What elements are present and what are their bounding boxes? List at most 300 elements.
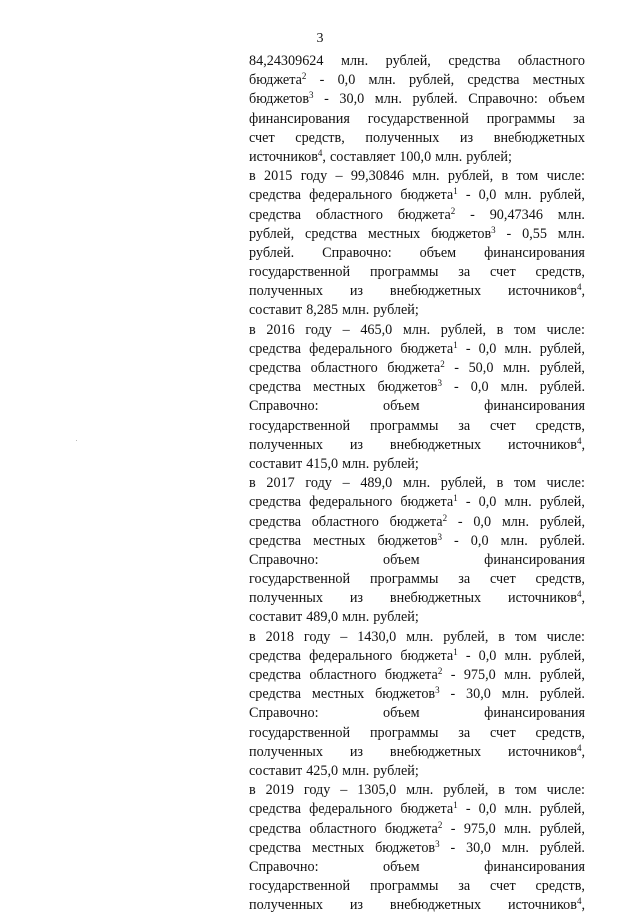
word: программы [486, 110, 556, 127]
word: - [506, 225, 512, 242]
word: бюджета$^1$ [400, 800, 458, 818]
word: составит [249, 762, 303, 779]
word: финансирования [484, 551, 585, 568]
word: – [342, 321, 350, 338]
word: млн. [504, 647, 532, 664]
word: млн. [368, 72, 396, 89]
word: рублей; [373, 302, 419, 319]
word: - [465, 187, 471, 204]
word: том [514, 782, 537, 799]
word: федерального [309, 494, 393, 511]
word: млн. [342, 609, 370, 626]
word: млн. [501, 839, 529, 856]
word: областного [309, 667, 377, 683]
word: средства [249, 379, 302, 396]
word: финансирования [484, 244, 585, 261]
word: средства [249, 647, 302, 664]
word: программы [369, 264, 439, 281]
footnote-mark: 2 [437, 819, 443, 830]
text-line [249, 206, 585, 225]
text-line [249, 129, 585, 148]
text-line [249, 167, 585, 186]
word: средства [249, 513, 302, 530]
word: млн. [504, 820, 532, 837]
footnote-mark: 4 [576, 742, 582, 753]
word: рублей, [539, 513, 585, 530]
word: том [514, 321, 536, 338]
footnote-mark: 2 [440, 359, 445, 369]
word: рублей; [373, 609, 419, 626]
word: бюджета$^1$ [400, 493, 458, 511]
footnote-mark: 3 [435, 838, 440, 849]
footnote-mark: 3 [491, 224, 496, 235]
footnote-mark: 3 [437, 378, 442, 389]
word: внебюджетных [389, 590, 482, 607]
word: средства [249, 801, 302, 818]
footnote-mark: 2 [450, 205, 456, 216]
text-line [249, 110, 585, 129]
text-line [249, 301, 585, 320]
word: счет [490, 571, 516, 588]
footnote-mark: 2 [301, 71, 307, 82]
word: 30,0 [466, 839, 491, 856]
word: местных [313, 532, 366, 549]
word: бюджетов$^3$ [377, 378, 442, 396]
word: млн. [502, 360, 531, 376]
word: 8,285 [306, 302, 339, 319]
word: рублей, [539, 667, 585, 683]
word: году [305, 321, 332, 338]
word: рублей. [539, 686, 585, 703]
word: полученных [249, 283, 323, 300]
word: составит [249, 455, 303, 472]
text-line [249, 608, 585, 627]
text-line [249, 282, 585, 301]
word: Справочно: [322, 244, 392, 261]
word: году [303, 628, 331, 645]
footnote-mark: 4 [576, 435, 582, 446]
text-line [249, 628, 585, 647]
word: полученных [249, 897, 323, 914]
word: за [458, 264, 471, 281]
word: бюджета$^1$ [400, 186, 458, 204]
word: рублей. [539, 532, 585, 549]
word: млн. [406, 782, 434, 799]
word: млн. [412, 168, 440, 185]
word: средства [249, 839, 302, 856]
word: 1430,0 [357, 628, 397, 645]
word: средства [249, 494, 302, 511]
text-line [249, 397, 585, 416]
text-line [249, 724, 585, 743]
word: государственной [249, 417, 351, 434]
word: млн. [340, 53, 369, 69]
word: году [305, 475, 332, 492]
word: источников$^4$, [508, 589, 585, 607]
word: рублей; [373, 762, 419, 779]
word: 0,55 [522, 225, 547, 242]
word: федерального [309, 187, 393, 204]
word: за [458, 571, 471, 588]
word: составляет [329, 148, 396, 165]
text-line [249, 493, 585, 512]
word: средства [467, 72, 520, 89]
word: млн. [402, 321, 431, 338]
word: средства [249, 532, 302, 549]
word: местных [313, 379, 366, 396]
word: 0,0 [470, 532, 489, 549]
word: местных [311, 839, 365, 856]
word: 425,0 [306, 762, 339, 779]
word: - [465, 647, 471, 664]
text-line [249, 647, 585, 666]
word: средств, [295, 129, 345, 146]
word: 975,0 [463, 820, 496, 837]
footnote-mark: 1 [453, 186, 458, 197]
word: источников$^4$, [508, 282, 585, 300]
word: числе: [546, 628, 585, 645]
word: 2018 [265, 628, 294, 645]
footnote-mark: 2 [437, 666, 443, 676]
word: рублей, [443, 782, 489, 799]
word: рублей, [408, 72, 455, 89]
text-line [249, 263, 585, 282]
word: внебюджетных [389, 436, 482, 453]
word: составит [249, 609, 303, 626]
word: млн. [504, 340, 532, 357]
word: бюджета$^2$ [249, 71, 307, 89]
word: в [249, 628, 256, 645]
word: рублей. [539, 839, 585, 856]
word: – [342, 475, 350, 492]
text-line [249, 820, 585, 839]
word: местных [367, 225, 421, 242]
word: 0,0 [478, 340, 497, 357]
word: местных [311, 686, 365, 703]
word: - [450, 839, 456, 856]
word: составит [249, 302, 303, 319]
word: государственной [367, 110, 469, 127]
word: рублей, [249, 225, 295, 242]
word: - [457, 513, 463, 530]
word: - [465, 494, 471, 511]
word: счет [490, 878, 516, 895]
word: средства [249, 340, 302, 357]
word: счет [490, 724, 516, 741]
word: - [470, 206, 475, 223]
text-line [249, 186, 585, 205]
word: счет [249, 129, 275, 146]
text-line [249, 417, 585, 436]
text-line [249, 225, 585, 244]
word: средств, [535, 264, 585, 281]
word: млн. [504, 494, 532, 511]
word: млн. [342, 762, 370, 779]
word: рублей, [539, 187, 585, 204]
word: объем [419, 244, 457, 261]
word: рублей, [447, 168, 494, 185]
footnote-mark: 4 [576, 282, 582, 293]
word: рублей, [539, 801, 585, 818]
word: млн. [402, 475, 431, 492]
word: государственной [249, 724, 351, 741]
word: 30,0 [466, 686, 491, 703]
word: финансирования [484, 705, 585, 722]
word: федерального [309, 340, 393, 357]
word: рублей; [466, 148, 512, 165]
word: из [459, 129, 474, 146]
word: рублей. [539, 379, 585, 396]
text-line [249, 781, 585, 800]
word: средств, [535, 417, 585, 434]
word: средства [249, 820, 302, 837]
word: рублей, [539, 494, 585, 511]
word: том [514, 475, 536, 492]
word: средств, [535, 878, 585, 895]
word: средства [249, 206, 302, 223]
word: источников$^4$, [508, 742, 585, 760]
word: млн. [500, 379, 528, 396]
scan-mark [76, 440, 77, 441]
word: 975,0 [463, 667, 496, 683]
text-line [249, 570, 585, 589]
word: бюджета$^1$ [400, 339, 458, 357]
word: числе: [546, 168, 585, 185]
word: источников$^4$, [508, 896, 585, 914]
word: в [249, 321, 256, 338]
footnote-mark: 4 [317, 147, 323, 158]
word: - [450, 667, 456, 683]
word: финансирования [484, 398, 585, 415]
word: местных [532, 72, 585, 89]
word: числе: [546, 475, 585, 492]
word: финансирования [249, 110, 350, 127]
word: программы [369, 417, 439, 434]
word: полученных [249, 743, 323, 760]
word: средства [249, 667, 302, 683]
word: бюджета$^2$ [397, 205, 456, 223]
word: млн. [557, 206, 585, 223]
text-line [249, 321, 585, 340]
word: объем [548, 91, 585, 108]
word: программы [369, 878, 439, 895]
word: бюджета$^2$ [387, 359, 445, 376]
word: областного [310, 360, 378, 376]
word: бюджетов$^3$ [249, 90, 314, 108]
word: – [340, 782, 348, 799]
text-line [249, 858, 585, 877]
word: объем [383, 398, 420, 415]
text-line [249, 532, 585, 551]
word: 2015 [264, 168, 293, 185]
word: Справочно: [249, 551, 319, 568]
word: бюджетов$^3$ [375, 685, 440, 703]
word: рублей, [440, 475, 486, 492]
word: млн. [406, 628, 434, 645]
word: – [335, 168, 343, 185]
word: счет [490, 417, 516, 434]
word: источников$^4$, [508, 435, 585, 453]
text-line [249, 436, 585, 455]
word: 0,0 [473, 513, 492, 530]
word: в [496, 321, 504, 338]
word: 2019 [265, 782, 294, 799]
word: из [349, 436, 364, 453]
word: 415,0 [306, 455, 339, 472]
word: - [319, 72, 325, 89]
word: 0,0 [470, 379, 489, 396]
word: том [516, 168, 539, 185]
word: 0,0 [478, 494, 497, 511]
word: из [349, 283, 364, 300]
word: государственной [249, 878, 351, 895]
word: числе: [546, 321, 585, 338]
text-line [249, 800, 585, 819]
word: счет [490, 264, 516, 281]
word: рублей; [373, 455, 419, 472]
footnote-mark: 3 [309, 90, 314, 101]
word: 30,0 [339, 91, 365, 108]
word: бюджета$^2$ [384, 819, 443, 837]
word: Справочно: [249, 858, 319, 875]
word: в [249, 475, 256, 492]
word: внебюджетных [389, 283, 482, 300]
footnote-mark: 4 [576, 589, 582, 600]
word: 2017 [266, 475, 295, 492]
word: - [454, 532, 459, 549]
word: 489,0 [360, 475, 393, 492]
document-body-text [249, 52, 585, 915]
word: средства [448, 53, 501, 69]
word: бюджетов$^3$ [431, 224, 496, 242]
word: 84,24309624 [249, 53, 324, 69]
text-line [249, 762, 585, 781]
word: за [458, 417, 471, 434]
word: средств, [535, 724, 585, 741]
word: средства [305, 225, 358, 242]
text-line [249, 455, 585, 474]
word: 2016 [266, 321, 295, 338]
word: Справочно: [249, 398, 319, 415]
word: бюджетов$^3$ [377, 531, 442, 549]
word: рублей, [440, 321, 486, 338]
text-line [249, 839, 585, 858]
word: программы [369, 571, 439, 588]
text-line [249, 359, 585, 378]
word: бюджета$^1$ [400, 646, 458, 664]
word: рублей, [443, 628, 489, 645]
word: за [573, 110, 585, 127]
word: из [349, 897, 364, 914]
word: 50,0 [468, 360, 494, 376]
word: бюджетов$^3$ [375, 838, 440, 856]
word: млн. [342, 455, 370, 472]
text-line [249, 148, 585, 167]
word: млн. [342, 302, 370, 319]
word: рублей, [539, 820, 585, 837]
word: – [340, 628, 348, 645]
footnote-mark: 1 [453, 800, 458, 811]
word: федерального [309, 801, 393, 818]
word: областного [315, 206, 383, 223]
word: областного [517, 53, 585, 69]
word: в [249, 168, 256, 185]
word: полученных [249, 436, 323, 453]
word: - [454, 360, 459, 376]
text-line [249, 896, 585, 915]
word: рублей, [539, 647, 585, 664]
word: 0,0 [478, 801, 497, 818]
word: Справочно: [249, 705, 319, 722]
text-line [249, 52, 585, 71]
word: бюджета$^2$ [389, 512, 448, 530]
word: 99,30846 [350, 168, 405, 185]
word: - [454, 379, 459, 396]
word: том [514, 628, 537, 645]
text-line [249, 340, 585, 359]
text-line [249, 685, 585, 704]
word: за [458, 724, 471, 741]
word: из [349, 590, 364, 607]
footnote-mark: 3 [437, 531, 442, 542]
word: году [300, 168, 328, 185]
word: 489,0 [306, 609, 339, 626]
word: млн. [374, 91, 402, 108]
word: - [465, 340, 471, 357]
word: государственной [249, 571, 351, 588]
text-line [249, 244, 585, 263]
footnote-mark: 1 [453, 646, 458, 657]
word: объем [383, 858, 420, 875]
word: внебюджетных [389, 897, 482, 914]
word: рублей, [539, 340, 585, 357]
word: в [496, 475, 504, 492]
word: источников$^4$, [249, 147, 326, 165]
word: - [465, 801, 471, 818]
word: объем [383, 551, 420, 568]
word: федерального [309, 647, 393, 664]
word: млн. [504, 801, 532, 818]
word: средства [249, 187, 302, 204]
text-line [249, 704, 585, 723]
word: полученных [365, 129, 440, 146]
word: - [450, 686, 456, 703]
word: 100,0 [399, 148, 432, 165]
word: рублей. [412, 91, 458, 108]
word: млн. [557, 225, 585, 242]
word: средств, [535, 571, 585, 588]
word: внебюджетных [389, 743, 482, 760]
word: в [498, 628, 505, 645]
word: млн. [435, 148, 463, 165]
text-line [249, 474, 585, 493]
word: году [303, 782, 331, 799]
word: рублей. [249, 244, 295, 261]
word: финансирования [484, 858, 585, 875]
text-line [249, 378, 585, 397]
word: областного [309, 820, 377, 837]
text-line [249, 551, 585, 570]
text-line [249, 666, 585, 685]
word: рублей, [539, 360, 585, 376]
word: в [498, 782, 505, 799]
word: средства [249, 360, 302, 376]
word: млн. [501, 513, 530, 530]
word: - [324, 91, 329, 108]
word: Справочно: [468, 91, 538, 108]
word: - [450, 820, 456, 837]
footnote-mark: 1 [453, 339, 458, 350]
